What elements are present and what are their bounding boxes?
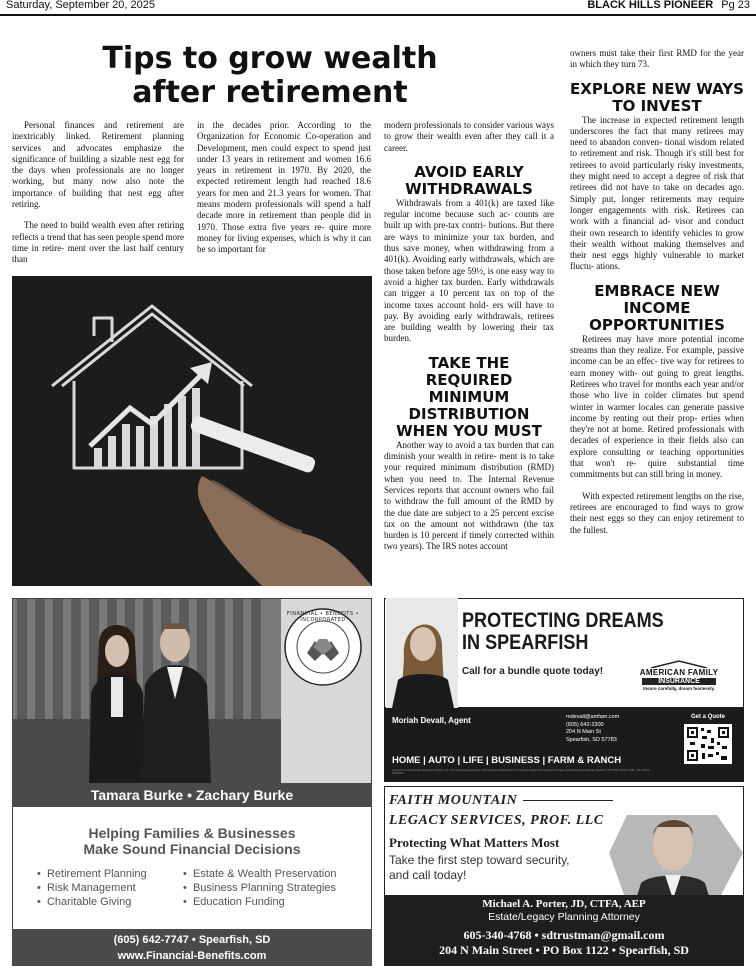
sub-line-1: Take the first step toward security, xyxy=(389,853,570,867)
subhead-avoid-early: AVOID EARLY WITHDRAWALS xyxy=(405,162,533,198)
headline-line-1: PROTECTING DREAMS xyxy=(462,609,664,632)
article-column-4 xyxy=(570,48,744,546)
brand-line-2: INSURANCE xyxy=(642,678,716,685)
paragraph: Withdrawals from a 401(k) are taxed like regular income because such ac- counts are built up with pre-tax contri- butions. But there are ways to minimize your tax burden, and thus save money, when withdrawing from a 401(k). Avoiding early withdrawals, which are those taken before age 59½, is one easy way to avoid a higher tax burden. Early withdrawals can trigger a 10 percent tax on top of the income taxes account hold- ers will have to pay. By avoiding early withdrawals, retirees are building wealth by lowering their tax burden. xyxy=(384,197,554,344)
agent-photo xyxy=(386,598,458,708)
page-number: Pg 23 xyxy=(721,0,750,11)
ad-tagline xyxy=(13,825,371,857)
brand-tagline: Insure carefully, dream fearlessly. xyxy=(643,686,715,691)
attorney-contact[interactable]: 605-340-4768 • sdtrustman@gmail.com xyxy=(463,928,665,942)
firm-name xyxy=(389,791,613,831)
service-item: • Estate & Wealth Preservation xyxy=(183,868,337,880)
issue-date: Saturday, September 20, 2025 xyxy=(6,0,156,11)
fine-print: American Family Mutual Insurance Company, S.I. & its Operating Companies, Life insurance underwritten by American Family Life Insurance Company, 6000 American Parkway, Madison, WI 53783 ©2024 17131 - Rev. 05/24 - 28364530 xyxy=(392,769,651,776)
article-column-2 xyxy=(197,120,371,266)
attorney-info-bar xyxy=(385,895,743,965)
title-line-2: after retirement xyxy=(132,75,408,110)
article-title xyxy=(20,42,520,110)
paragraph: The increase in expected retirement length underscores the fact that many retirees may need to abandon conven- tional wisdom related to retirement and risk. Though it's still best for retirees to avoid particularly risky investments, they might need to accept a degree of risk that retirees did not have to take on decades ago. Simply put, longer retirements may require longer engagements with risk. Retirees can work with a financial ad- visor and conduct their own research to identify vehicles to grow their wealth without making themselves and their nest eggs highly vulnerable to market fluctu- ations. xyxy=(570,114,744,272)
website-link[interactable]: www.Financial-Benefits.com xyxy=(117,950,267,962)
bundle-callout: Call for a bundle quote today! xyxy=(462,666,604,677)
paragraph: owners must take their first RMD for the year in which they turn 73. xyxy=(570,48,744,70)
paragraph: modern professionals to consider various ways to grow their wealth even after they call it a career. xyxy=(384,120,554,153)
paragraph: Retirees may have more potential income streams than they realize. For example, passive income can be an effec- tive way for retirees to earn money with- out going to great lengths. Retirees who travel for months each year and/or those who live in colder climates but spend winter in warmer locales can generate passive income by renting out their prop- erties when they're not at home. Retired professionals with decades of experience in their fields also can explore consulting or teaching opportunities that won't re- quire substantial time commitments but can still bring in money. xyxy=(570,333,744,480)
paragraph: in the decades prior. According to the Organization for Economic Co-operation and Development, men could expect to spend just under 13 years in retirement and women 16.6 years in retirement in 1970. By 2020, the expected retirement length had reached 18.6 years for men and 21.3 years for women. That means modern professionals will spend a half decade more in retirement than people did in 1970. Those extra five years re- quire more money for living expenses, which is why it can be so important for xyxy=(197,120,371,255)
agent-phone: (605) 642-2300 xyxy=(566,721,604,728)
paragraph: Personal finances and retirement are inextricably linked. Retirement planning services and advocates emphasize the significance of building a sizable nest egg for the days when professionals are no longer working, but many now also note the importance of building that nest egg after retiring. xyxy=(12,120,184,210)
financial-benefits-ad xyxy=(12,598,372,966)
agent-contact xyxy=(566,714,619,744)
headline-line-2: IN SPEARFISH xyxy=(462,631,589,654)
service-label: Retirement Planning xyxy=(46,868,147,880)
firm-line-2: LEGACY SERVICES, PROF. LLC xyxy=(389,813,604,828)
agent-address-1: 204 N Main St xyxy=(566,729,601,735)
agent-name: Moriah Devall, Agent xyxy=(392,716,471,725)
subhead-explore-invest: EXPLORE NEW WAYS TO INVEST xyxy=(570,79,744,115)
ad-contact-bar xyxy=(13,929,371,965)
paragraph: With expected retirement lengths on the rise, retirees are encouraged to find ways to grow their nest eggs so they can enjoy retirement to the fullest. xyxy=(570,490,744,535)
ad-headline xyxy=(462,610,664,654)
paragraph: The need to build wealth even after retiring reflects a trend that has seen people spend more time in retire- ment over the last half century than xyxy=(12,220,184,265)
advisor-names: Tamara Burke • Zachary Burke xyxy=(13,783,371,807)
amfam-logo xyxy=(634,660,724,691)
service-label: Charitable Giving xyxy=(46,896,132,908)
article-column-1 xyxy=(12,120,184,276)
article-column-3 xyxy=(384,120,554,563)
service-item: • Education Funding xyxy=(183,896,285,908)
attorney-address: 204 N Main Street • PO Box 1122 • Spearfish, SD xyxy=(439,943,689,957)
phone-city: (605) 642-7747 • Spearfish, SD xyxy=(113,934,271,946)
subhead-embrace-income: EMBRACE NEW INCOME OPPORTUNITIES xyxy=(589,281,725,334)
service-item: • Retirement Planning xyxy=(37,868,147,880)
service-item: • Charitable Giving xyxy=(37,896,132,908)
tagline-line-1: Helping Families & Businesses xyxy=(88,825,296,841)
sub-line-2: and call today! xyxy=(389,868,467,882)
firm-line-1 xyxy=(389,791,613,811)
service-label: Business Planning Strategies xyxy=(192,882,337,894)
service-label: Education Funding xyxy=(192,896,285,908)
page-header xyxy=(0,0,756,16)
chalk-house-photo xyxy=(12,276,372,586)
attorney-photo xyxy=(605,801,744,905)
brand-line-1: AMERICAN FAMILY xyxy=(639,668,719,677)
attorney-name: Michael A. Porter, JD, CTFA, AEP xyxy=(482,898,646,910)
legacy-headline: Protecting What Matters Most xyxy=(389,835,560,850)
amfam-roof-icon xyxy=(649,660,709,668)
service-label: Risk Management xyxy=(46,882,136,894)
faith-mountain-ad xyxy=(384,786,744,966)
american-family-ad xyxy=(384,598,744,782)
paper-name xyxy=(587,0,750,11)
tagline-line-2: Make Sound Financial Decisions xyxy=(83,841,301,857)
services-left xyxy=(37,867,177,909)
paragraph: Another way to avoid a tax burden that can diminish your wealth in retire- ment is to take your required minimum distribution (RMD) when you need to. The Internal Revenue Services reports that account owners who fail to withdraw the full amount of the RMD by the due date are subject to a 25 percent excise tax on the amount not withdrawn (the tax burden is 10 percent if timely corrected within two years). The IRS notes account xyxy=(384,439,554,552)
legacy-subtext xyxy=(389,853,570,883)
insurance-lines: HOME | AUTO | LIFE | BUSINESS | FARM & RANCH xyxy=(392,755,622,766)
agent-email[interactable]: mdevall@amfam.com xyxy=(566,714,620,720)
services-right xyxy=(183,867,368,909)
service-item: • Risk Management xyxy=(37,882,136,894)
chalk-house-illustration xyxy=(12,276,372,586)
service-item: • Business Planning Strategies xyxy=(183,882,337,894)
service-label: Estate & Wealth Preservation xyxy=(192,868,337,880)
firm-line-1-text: FAITH MOUNTAIN xyxy=(389,793,518,808)
attorney-role: Estate/Legacy Planning Attorney xyxy=(488,911,640,923)
seal-text: FINANCIAL • BENEFITS • INCORPORATED xyxy=(286,611,360,623)
title-line-1: Tips to grow wealth xyxy=(102,41,438,76)
qr-code-icon[interactable] xyxy=(684,724,732,764)
masthead: BLACK HILLS PIONEER xyxy=(587,0,714,11)
subhead-required-minimum: TAKE THE REQUIRED MINIMUM DISTRIBUTION WHEN YOU MUST xyxy=(396,353,542,440)
quote-label: Get a Quote xyxy=(690,714,725,720)
agent-address-2: Spearfish, SD 57783 xyxy=(566,736,617,743)
